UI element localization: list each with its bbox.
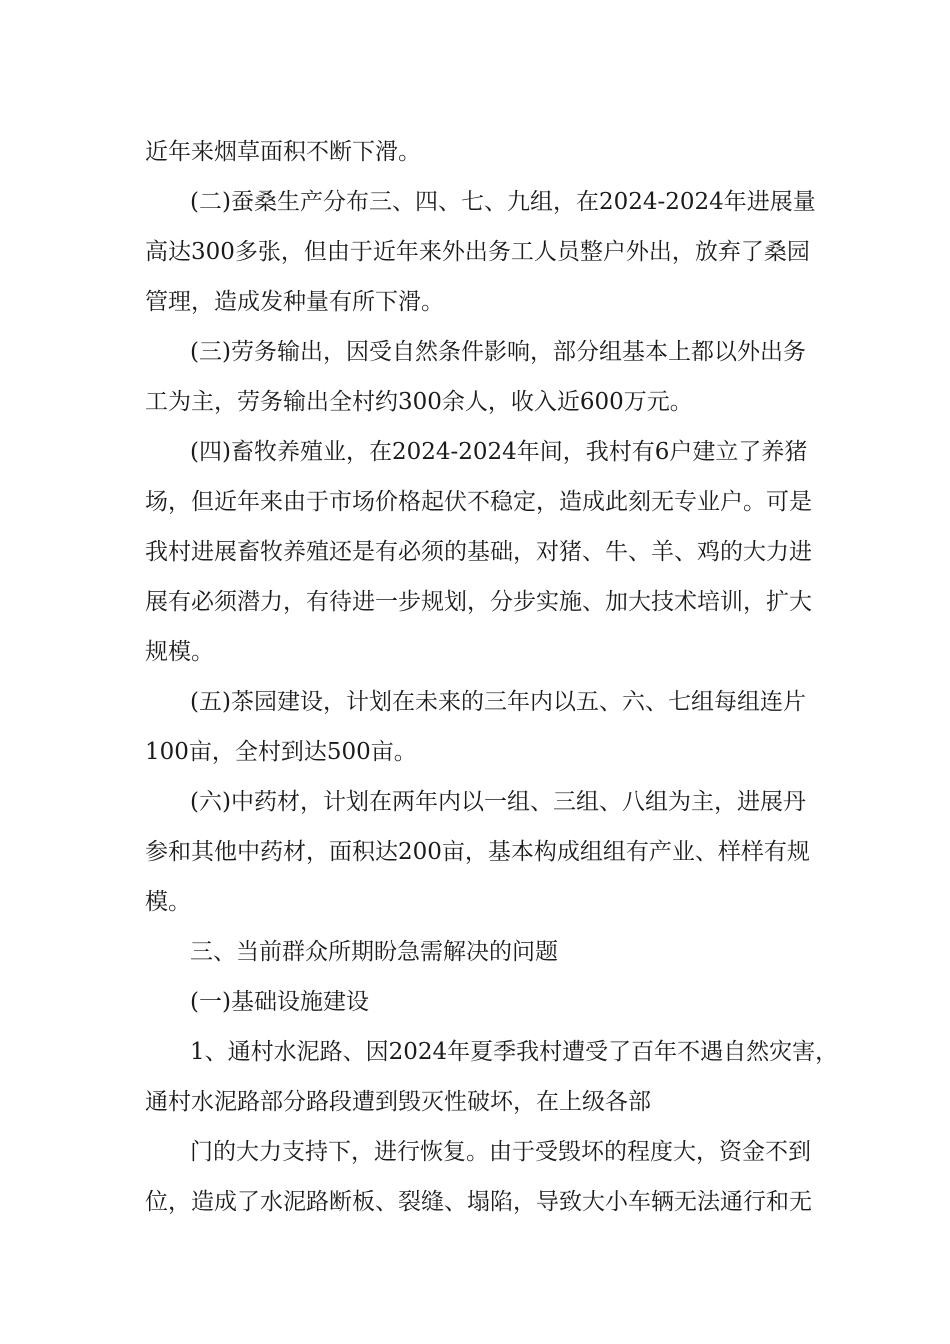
text-line: 100亩，全村到达500亩。 xyxy=(145,739,417,765)
text-line: 模。 xyxy=(145,889,191,915)
text-line: (二)蚕桑生产分布三、四、七、九组，在2024-2024年进展量 xyxy=(190,189,816,215)
text-line: (六)中药材，计划在两年内以一组、三组、八组为主，进展丹 xyxy=(190,789,806,815)
text-line: 门的大力支持下，进行恢复。由于受毁坏的程度大，资金不到 xyxy=(190,1139,811,1165)
text-line: 高达300多张，但由于近年来外出务工人员整户外出，放弃了桑园 xyxy=(145,239,810,265)
text-line: 工为主，劳务输出全村约300余人，收入近600万元。 xyxy=(145,389,693,415)
text-line: (三)劳务输出，因受自然条件影响，部分组基本上都以外出务 xyxy=(190,339,806,365)
text-line: 展有必须潜力，有待进一步规划，分步实施、加大技术培训，扩大 xyxy=(145,589,812,615)
text-line: 近年来烟草面积不断下滑。 xyxy=(145,139,421,165)
text-line: 场，但近年来由于市场价格起伏不稳定，造成此刻无专业户。可是 xyxy=(145,489,812,515)
text-line: 参和其他中药材，面积达200亩，基本构成组组有产业、样样有规 xyxy=(145,839,810,865)
text-line: (五)茶园建设，计划在未来的三年内以五、六、七组每组连片 xyxy=(190,689,806,715)
subsection-heading: (一)基础设施建设 xyxy=(190,989,369,1015)
text-line: 1、通村水泥路、因2024年夏季我村遭受了百年不遇自然灾害， xyxy=(190,1039,839,1065)
text-line: (四)畜牧养殖业，在2024-2024年间，我村有6户建立了养猪 xyxy=(190,439,808,465)
text-line: 我村进展畜牧养殖还是有必须的基础，对猪、牛、羊、鸡的大力进 xyxy=(145,539,812,565)
text-line: 通村水泥路部分路段遭到毁灭性破坏，在上级各部 xyxy=(145,1089,651,1115)
section-heading: 三、当前群众所期盼急需解决的问题 xyxy=(190,939,558,965)
text-line: 规模。 xyxy=(145,639,214,665)
text-line: 管理，造成发种量有所下滑。 xyxy=(145,289,444,315)
text-line: 位，造成了水泥路断板、裂缝、塌陷，导致大小车辆无法通行和无 xyxy=(145,1189,812,1215)
